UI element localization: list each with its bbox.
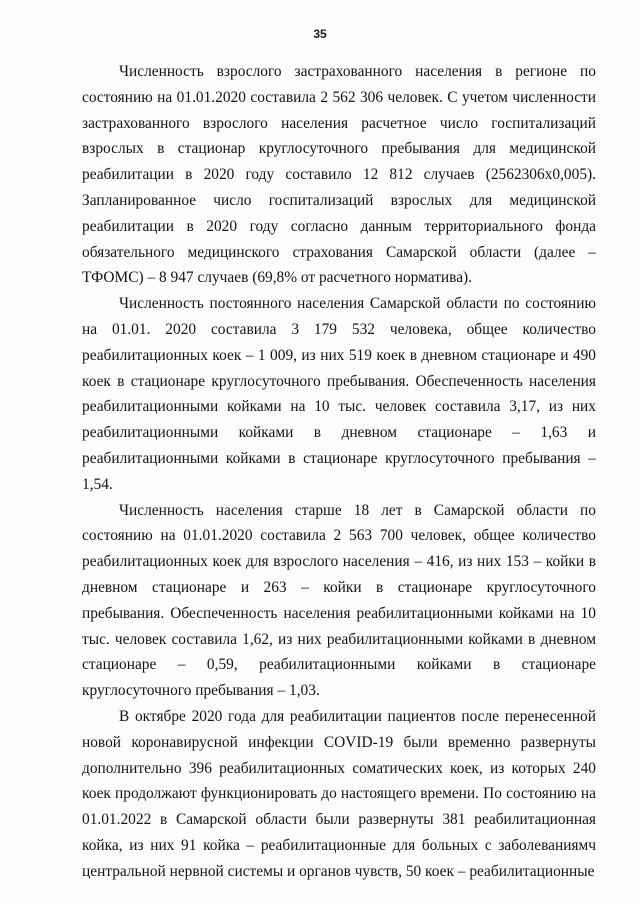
paragraph-permanent-population-beds: Численность постоянного населения Самарской области по состоянию на 01.01. 2020 составила 3 179 532 человека, общее количество реабилитационных коек – 1 009, из них 519 коек в дневном стационаре и 490 коек в стационаре круглосуточного пребывания. Обеспеченность населения реабилитационными койками на 10 тыс. человек составила 3,17, из них реабилитационными койками в дневном стационаре – 1,63 и реабилитационными койками в стационаре круглосуточного пребывания – 1,54. [82,295,596,493]
paragraph-covid-rehabilitation: В октябре 2020 года для реабилитации пациентов после перенесенной новой коронавирусной инфекции COVID-19 были временно развернуты дополнительно 396 реабилитационных соматических коек, из которых 240 коек продолжают функционировать до настоящего времени. По состоянию на 01.01.2022 в Самарской области были развернуты 381 реабилитационная койка, из них 91 койка – реабилитационные для больных с заболеваниямч центральной нервной системы и органов чувств, 50 коек – реабилитационные [82,707,596,880]
page-number: 35 [313,27,327,41]
paragraph-adult-insured-population: Численность взрослого застрахованного населения в регионе по состоянию на 01.01.2020 составила 2 562 306 человек. С учетом численности застрахованного взрослого населения расчетное число госпитализаций взрослых в стационар круглосуточного пребывания для медицинской реабилитации в 2020 году составило 12 812 случаев (2562306х0,005). Запланированное число госпитализаций взрослых для медицинской реабилитации в 2020 году согласно данным территориального фонда обязательного медицинского страхования Самарской области (далее – ТФОМС) – 8 947 случаев (69,8% от расчетного норматива). [82,63,596,287]
paragraph-population-over-18: Численность населения старше 18 лет в Самарской области по состоянию на 01.01.2020 составила 2 563 700 человек, общее количество реабилитационных коек для взрослого населения – 416, из них 153 – койки в дневном стационаре и 263 – койки в стационаре круглосуточного пребывания. Обеспеченность населения реабилитационными койками на 10 тыс. человек составила 1,62, из них реабилитационными койками в дневном стационаре – 0,59, реабилитационными койками в стационаре круглосуточного пребывания – 1,03. [82,501,596,700]
document-body [82,59,596,885]
